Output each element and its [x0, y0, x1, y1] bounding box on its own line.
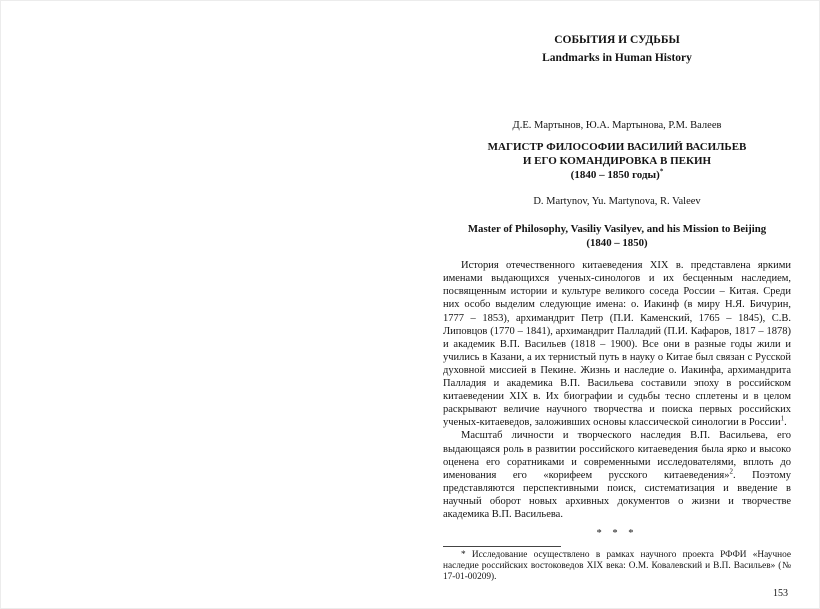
body-paragraph-2: Масштаб личности и творческого наследия В.П. Васильева, его выдающаяся роль в развитии российского китаеведения была ярко и высоко оценена его соратниками и современными исследователями, вплоть до именования его «корифеем русского китаеведения»$^2$. Поэтому представляются перспективными поиск, систематизация и введение в научный оборот новых архивных документов о жизни и творчестве академика В.П. Васильева. — [443, 430, 791, 520]
footnote-ref-1: 1 — [780, 414, 785, 423]
article-title-en-line2: (1840 – 1850) — [586, 236, 648, 249]
section-separator: * * * — [596, 528, 638, 540]
page-number: 153 — [773, 588, 788, 599]
article-title-ru — [443, 141, 791, 182]
article-body — [443, 259, 791, 521]
footnote-mark: * — [461, 550, 466, 561]
footnote-rule — [443, 546, 561, 547]
article-title-ru-line2: И ЕГО КОМАНДИРОВКА В ПЕКИН — [522, 155, 712, 168]
footnote-ref-2: 2 — [729, 467, 733, 476]
authors-en: D. Martynov, Yu. Martynova, R. Valeev — [533, 195, 701, 207]
article-title-en-line1: Master of Philosophy, Vasiliy Vasilyev, and his Mission to Beijing — [467, 223, 767, 236]
right-page-column — [443, 31, 791, 583]
section-header — [443, 31, 791, 68]
article-title-ru-line3: (1840 – 1850 годы)* — [570, 167, 664, 181]
footnote-block — [443, 546, 791, 583]
section-title-ru: СОБЫТИЯ И СУДЬБЫ — [554, 34, 680, 46]
section-title-en: Landmarks in Human History — [542, 52, 692, 65]
authors-ru: Д.Е. Мартынов, Ю.А. Мартынова, Р.М. Валеев — [512, 119, 722, 131]
footnote-text: * Исследование осуществлено в рамках научного проекта РФФИ «Научное наследие российских востоковедов XIX века: О.М. Ковалевский и В.П. Васильев» (№ 17-01-00209). — [443, 550, 791, 583]
title-footnote-mark: * — [659, 167, 664, 176]
article-title-ru-line1: МАГИСТР ФИЛОСОФИИ ВАСИЛИЙ ВАСИЛЬЕВ — [487, 141, 747, 154]
body-paragraph-1: История отечественного китаеведения XIX в. представлена яркими именами выдающихся ученых-синологов и их бесценным наследием, посвященным истории и культуре великого соседа России – Китая. Среди них особо выделим следующие имена: о. Иакинф (в миру Н.Я. Бичурин, 1777 – 1853), архимандрит Петр (П.И. Каменский, 1765 – 1845), С.В. Липовцов (1770 – 1841), архимандрит Палладий (П.И. Кафаров, 1817 – 1878) и академик В.П. Васильев (1818 – 1900). Все они в разные годы жили и учились в Казани, а их тернистый путь в науку о Китае был связан с Русской духовной миссией в Пекине. Жизнь и наследие о. Иакинфа, архимандрита Палладия и академика В.П. Васильева составили эпоху в российском китаеведении XIX в. Их биографии и судьбы тесно сплетены и в целом раскрывают величие научного творчества и поиска первых российских ученых-китаеведов, заложивших основы классической синологии в России$^1$. — [443, 260, 791, 429]
article-title-en — [443, 223, 791, 250]
